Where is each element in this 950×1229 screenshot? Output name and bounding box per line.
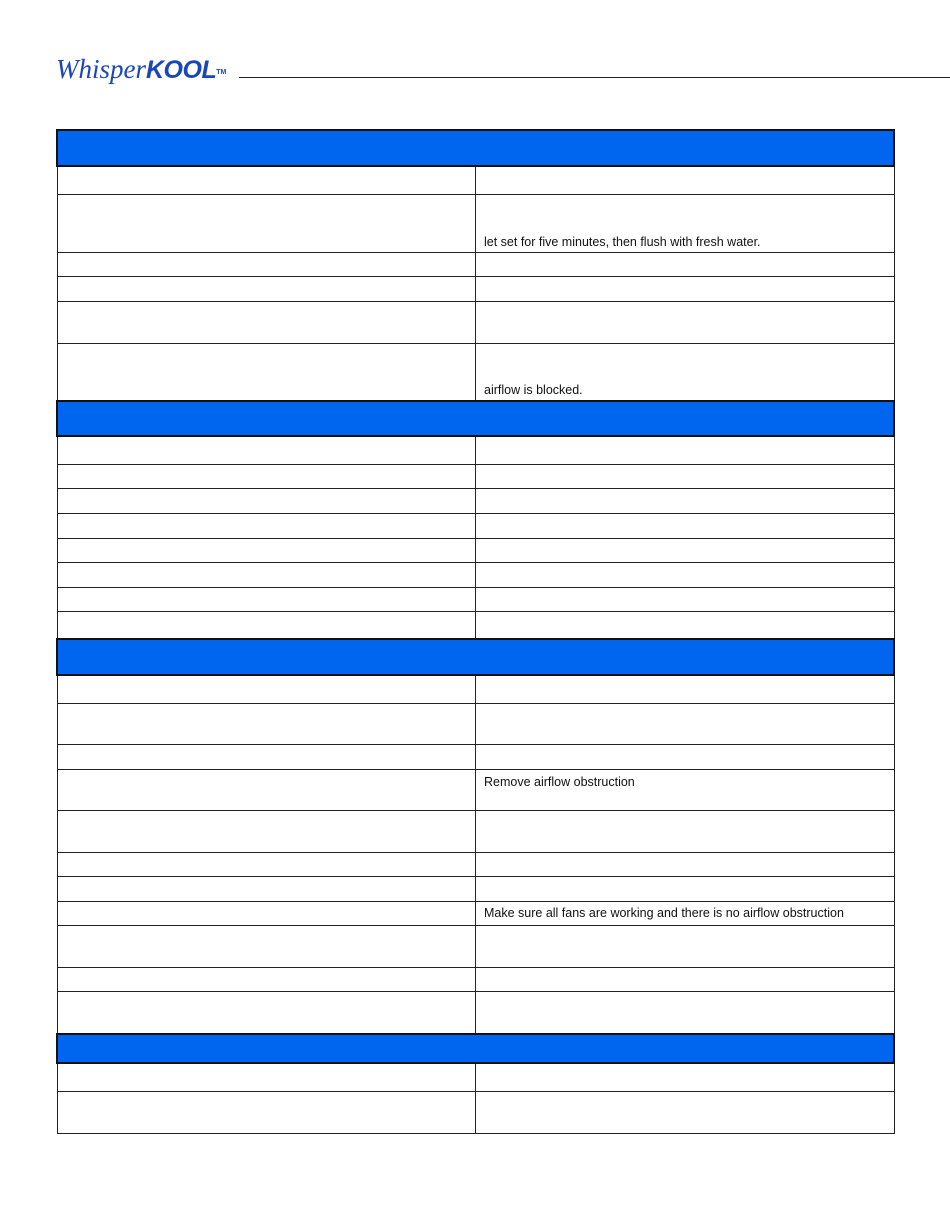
- solution-cell: let set for five minutes, then flush with fresh water.: [476, 194, 895, 252]
- solution-cell: [476, 810, 895, 852]
- table-row: [57, 562, 894, 587]
- logo-trademark: TM: [216, 69, 227, 76]
- problem-cell: [57, 611, 476, 639]
- solution-cell: [476, 562, 895, 587]
- problem-cell: [57, 876, 476, 901]
- table-row: [57, 587, 894, 611]
- table-row: [57, 436, 894, 464]
- table-row: [57, 991, 894, 1034]
- solution-cell: [476, 538, 895, 562]
- table-row: [57, 744, 894, 769]
- solution-cell: [476, 967, 895, 991]
- solution-cell: Remove airflow obstruction: [476, 769, 895, 810]
- table-row: [57, 703, 894, 744]
- table-row: [57, 343, 894, 401]
- problem-cell: [57, 301, 476, 343]
- problem-cell: [57, 436, 476, 464]
- problem-cell: [57, 744, 476, 769]
- problem-cell: [57, 991, 476, 1034]
- problem-cell: [57, 562, 476, 587]
- header-rule: [239, 77, 950, 78]
- solution-cell: [476, 925, 895, 967]
- solution-cell: [476, 852, 895, 876]
- problem-cell: [57, 1091, 476, 1133]
- table-row: [57, 876, 894, 901]
- table-row: [57, 901, 894, 925]
- table-row: [57, 166, 894, 194]
- solution-cell: [476, 166, 895, 194]
- table-row: [57, 464, 894, 488]
- problem-cell: [57, 967, 476, 991]
- whisperkool-logo: [56, 52, 226, 87]
- section-header-cell: [57, 639, 894, 675]
- problem-cell: [57, 343, 476, 401]
- problem-cell: [57, 538, 476, 562]
- solution-cell: [476, 1091, 895, 1133]
- problem-cell: [57, 901, 476, 925]
- problem-cell: [57, 166, 476, 194]
- table-row: [57, 925, 894, 967]
- problem-cell: [57, 194, 476, 252]
- solution-cell: [476, 1063, 895, 1091]
- logo-bold-text: KOOL: [146, 56, 217, 84]
- table-row: [57, 194, 894, 252]
- table-row: [57, 967, 894, 991]
- problem-cell: [57, 852, 476, 876]
- table-row: [57, 1063, 894, 1091]
- solution-cell: [476, 991, 895, 1034]
- solution-cell: [476, 675, 895, 703]
- solution-cell: [476, 703, 895, 744]
- table-row: [57, 675, 894, 703]
- solution-cell: [476, 488, 895, 513]
- section-header-2: [57, 401, 894, 436]
- solution-cell: [476, 513, 895, 538]
- table-row: [57, 810, 894, 852]
- table-row: [57, 252, 894, 276]
- table-row: [57, 538, 894, 562]
- solution-cell: [476, 464, 895, 488]
- problem-cell: [57, 675, 476, 703]
- problem-cell: [57, 587, 476, 611]
- solution-cell: [476, 252, 895, 276]
- table-row: [57, 611, 894, 639]
- table-row: [57, 1091, 894, 1133]
- solution-cell: [476, 587, 895, 611]
- solution-cell: Make sure all fans are working and there is no airflow obstruction: [476, 901, 895, 925]
- table-row: [57, 488, 894, 513]
- problem-cell: [57, 276, 476, 301]
- section-header-1: [57, 130, 894, 166]
- logo-script-text: Whisper: [56, 54, 146, 84]
- problem-cell: [57, 925, 476, 967]
- table-row: [57, 513, 894, 538]
- problem-cell: [57, 513, 476, 538]
- problem-cell: [57, 488, 476, 513]
- table-row: [57, 769, 894, 810]
- solution-cell: [476, 744, 895, 769]
- solution-cell: [476, 436, 895, 464]
- page-header: [56, 50, 950, 90]
- solution-cell: [476, 876, 895, 901]
- section-header-cell: [57, 130, 894, 166]
- section-header-cell: [57, 1034, 894, 1063]
- section-header-3: [57, 639, 894, 675]
- section-header-4: [57, 1034, 894, 1063]
- problem-cell: [57, 810, 476, 852]
- section-header-cell: [57, 401, 894, 436]
- solution-cell: [476, 301, 895, 343]
- solution-cell: airflow is blocked.: [476, 343, 895, 401]
- problem-cell: [57, 703, 476, 744]
- problem-cell: [57, 1063, 476, 1091]
- problem-cell: [57, 464, 476, 488]
- troubleshooting-table: [56, 129, 895, 1134]
- problem-cell: [57, 252, 476, 276]
- solution-cell: [476, 611, 895, 639]
- table-row: [57, 276, 894, 301]
- solution-cell: [476, 276, 895, 301]
- table-row: [57, 852, 894, 876]
- table-row: [57, 301, 894, 343]
- problem-cell: [57, 769, 476, 810]
